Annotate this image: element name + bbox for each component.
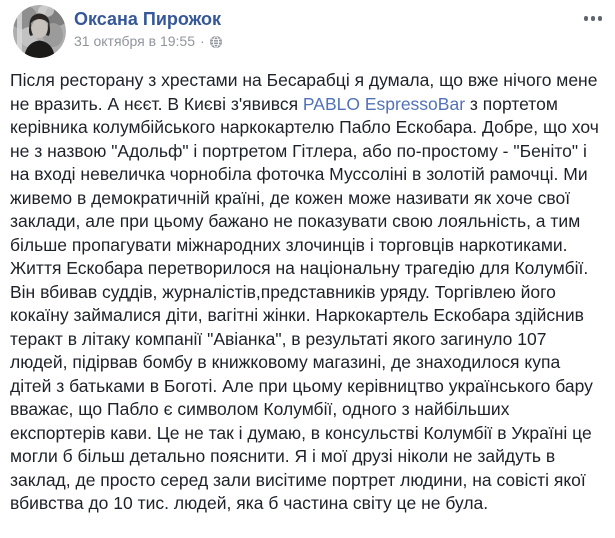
espressobar-page-link[interactable]: PABLO EspressoBar (302, 93, 466, 114)
post-text-before-link: Після ресторану з хрестами на Бесарабці я думала, що вже нічого мене не вразить. А нєєт. В Києві з'явився (10, 70, 598, 114)
globe-public-icon (210, 36, 222, 48)
more-options-button[interactable] (580, 12, 607, 25)
avatar-photo (13, 5, 66, 58)
post-header (0, 0, 615, 58)
avatar[interactable] (13, 5, 66, 58)
dot-separator: · (200, 33, 205, 49)
ellipsis-icon (584, 16, 589, 21)
header-meta (74, 5, 222, 50)
author-name-link[interactable]: Оксана Пирожок (74, 9, 221, 29)
post-body (0, 58, 615, 516)
post-subline (74, 33, 222, 50)
ellipsis-icon (598, 16, 603, 21)
ellipsis-icon (591, 16, 596, 21)
post-text-after-link: з портетом керівника колумбійського наркокартелю Пабло Ескобара. Добре, що хоч не з назвою "Адольф" і портретом Гітлера, або по-простому - "Беніто" і на вході невеличка чорнобіла фоточка Муссоліні в золотій рамочці. Ми живемо в демократичній країні, де кожен може називати як хоче свої заклади, але при цьому бажано не показувати свою лояльність, а тим більше пропагувати міжнародних злочинців і торговців наркотиками. Життя Ескобара перетворилося на національну трагедію для Колумбії. Він вбивав суддів, журналістів,представників уряду. Торгівлею його кокаїну займалися діти, вагітні жінки. Наркокартель Ескобара здійснив теракт в літаку компанії "Авіанка", в результаті якого загинуло 107 людей, підірвав бомбу в книжковому магазині, де знаходилося купа дітей з батьками в Боготі. Але при цьому керівництво українського бару вважає, що Пабло є символом Колумбії, одного з найбільших експортерів кави. Це не так і думаю, в консульстві Колумбії в Україні це могли б більш детально пояснити. Я і мої друзі ніколи не зайдуть в заклад, де просто серед зали висітиме портрет людини, на совісті якої вбивства до 10 тис. людей, яка б частина світу це не була. (10, 93, 599, 513)
timestamp-link[interactable]: 31 октября в 19:55 (74, 33, 196, 49)
